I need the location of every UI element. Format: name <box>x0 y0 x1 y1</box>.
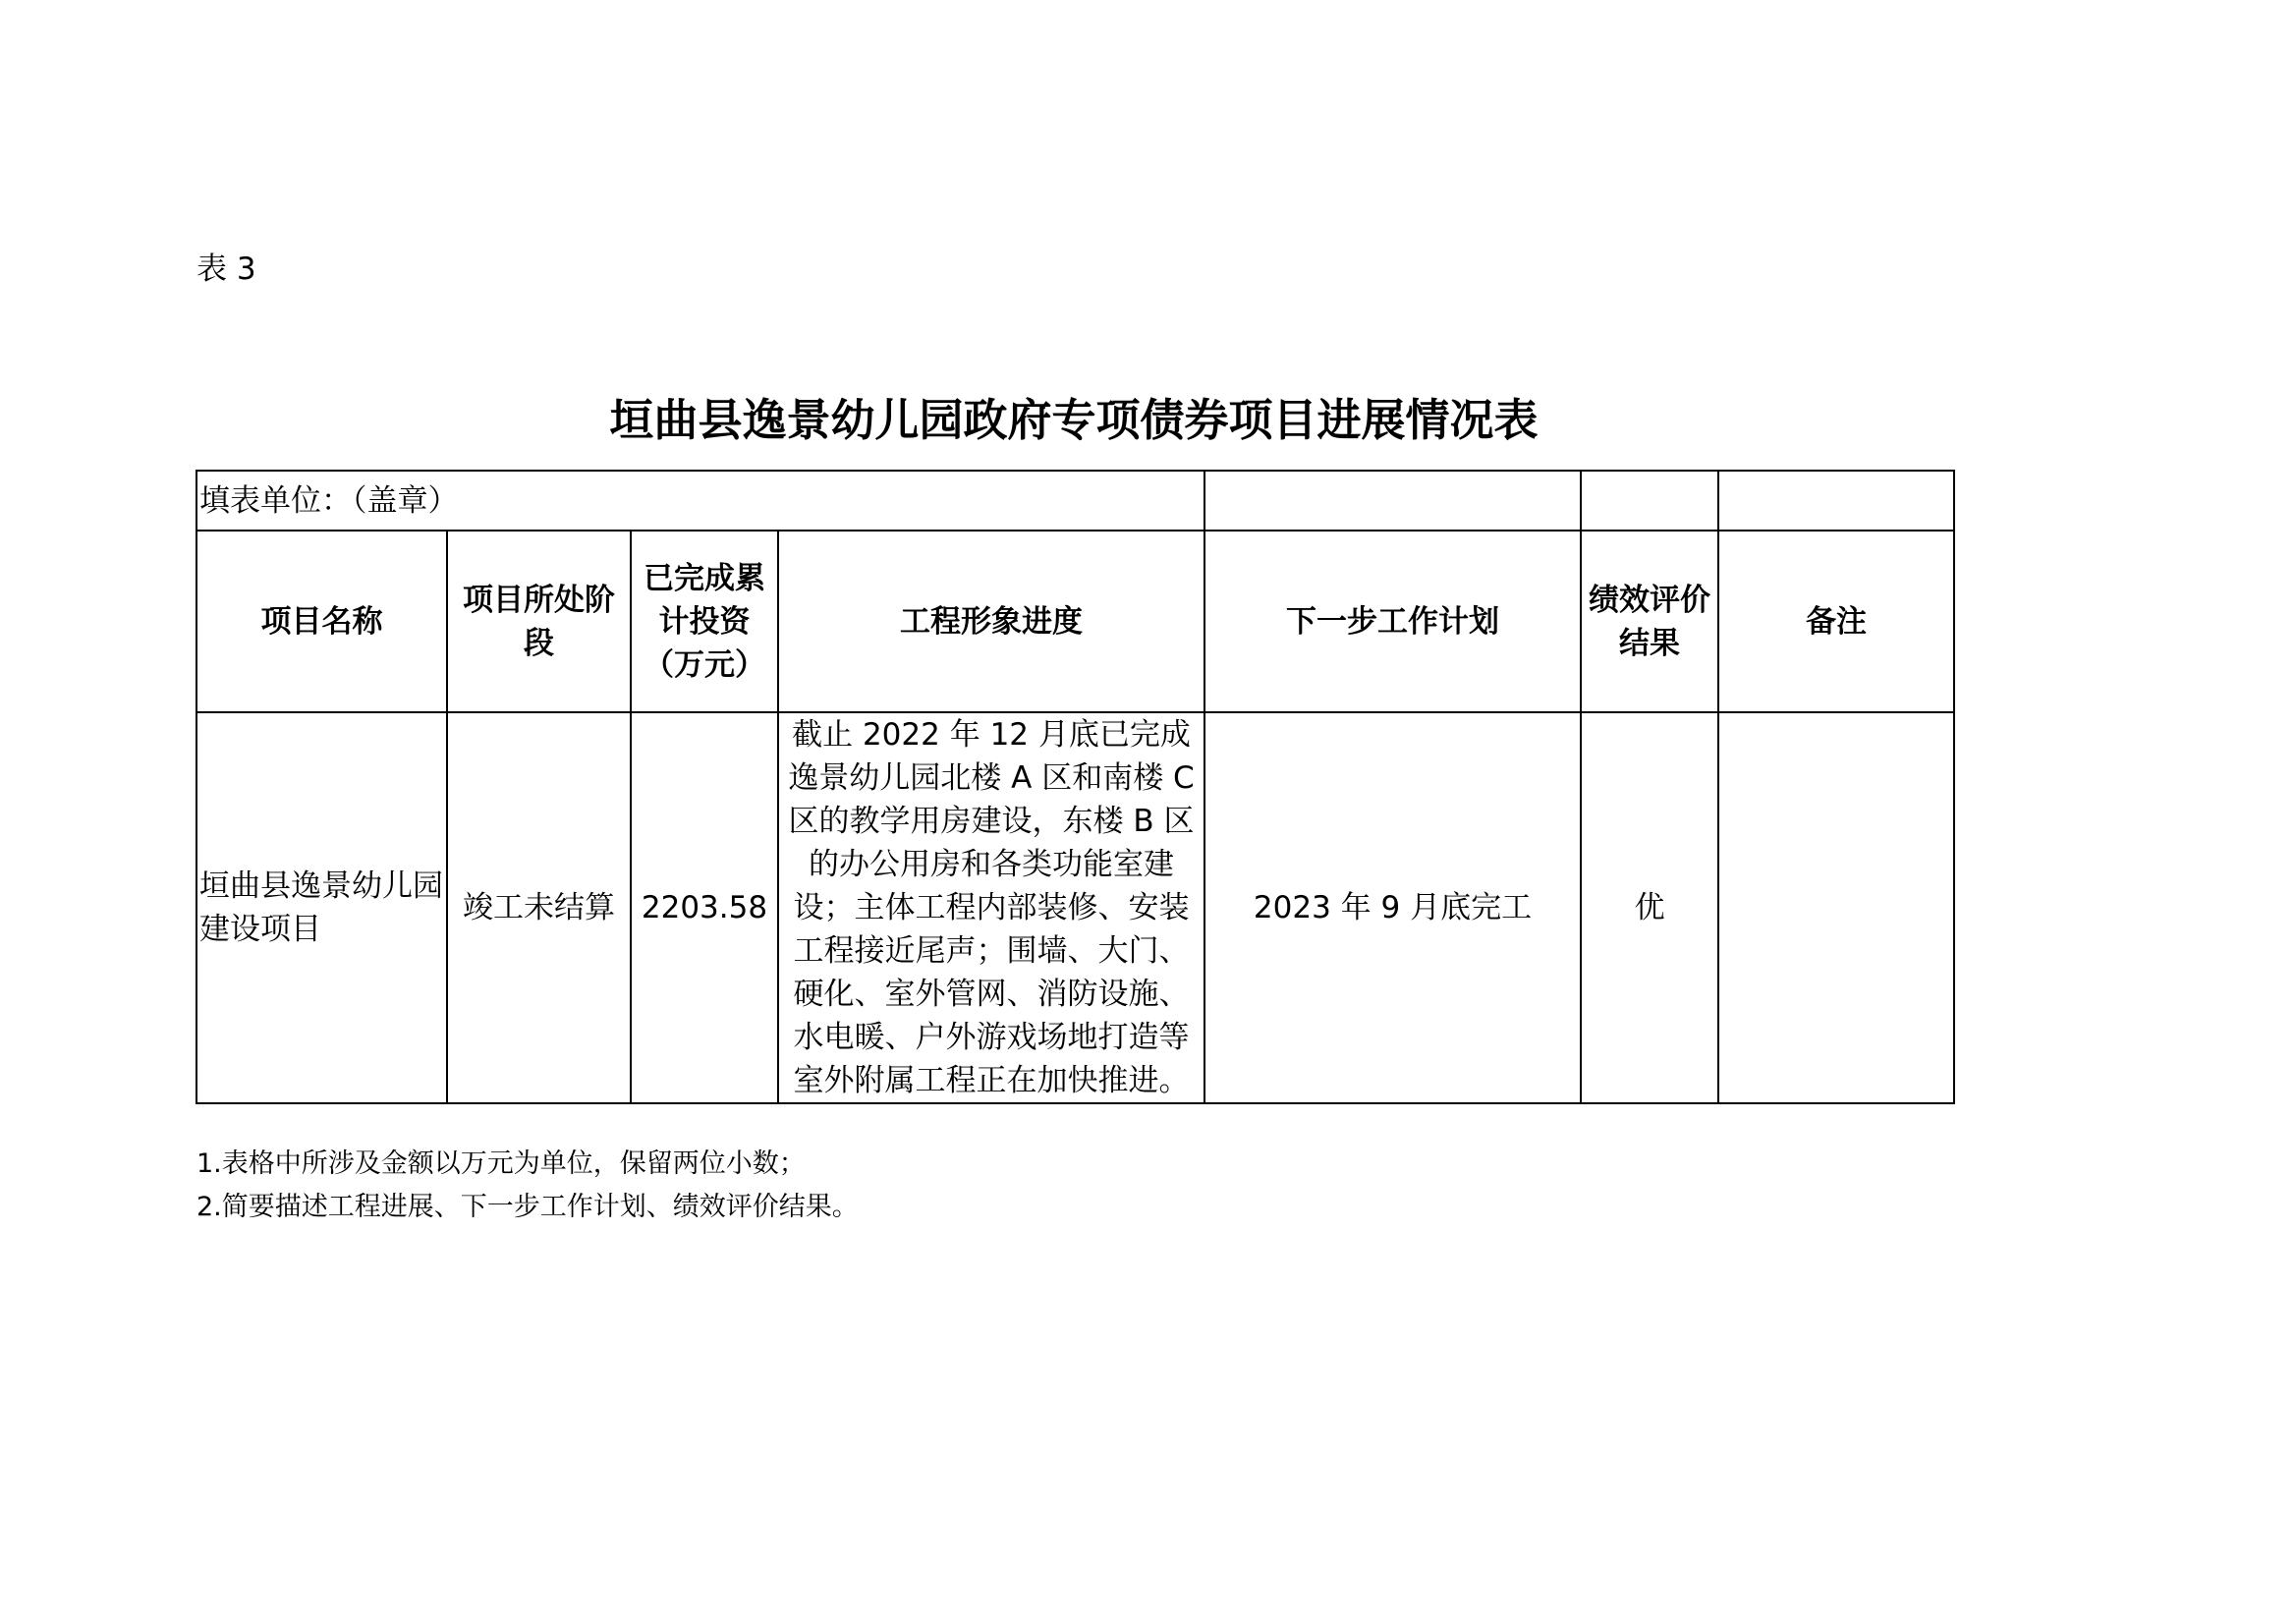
cell-progress: 截止 2022 年 12 月底已完成逸景幼儿园北楼 A 区和南楼 C 区的教学用房建设，东楼 B 区的办公用房和各类功能室建设；主体工程内部装修、安装工程接近尾声；围墙、大门、硬化、室外管网、消防设施、水电暖、户外游戏场地打造等室外附属工程正在加快推进。 <box>778 712 1204 1103</box>
header-remarks: 备注 <box>1718 531 1954 712</box>
header-progress: 工程形象进度 <box>778 531 1204 712</box>
header-row <box>196 531 1954 712</box>
cell-project-name: 垣曲县逸景幼儿园建设项目 <box>196 712 447 1103</box>
footnote-item: 2.简要描述工程进展、下一步工作计划、绩效评价结果。 <box>196 1192 859 1222</box>
empty-cell <box>1718 471 1954 531</box>
fill-unit-label: 填表单位：（盖章） <box>196 471 1204 531</box>
footnote-item: 1.表格中所涉及金额以万元为单位，保留两位小数； <box>196 1148 806 1179</box>
header-stage: 项目所处阶段 <box>447 531 631 712</box>
cell-evaluation: 优 <box>1581 712 1718 1103</box>
header-investment: 已完成累计投资（万元） <box>631 531 778 712</box>
header-evaluation: 绩效评价结果 <box>1581 531 1718 712</box>
empty-cell <box>1581 471 1718 531</box>
fill-unit-row <box>196 471 1954 531</box>
footnotes <box>196 1143 859 1229</box>
cell-investment: 2203.58 <box>631 712 778 1103</box>
empty-cell <box>1204 471 1581 531</box>
cell-next-plan: 2023 年 9 月底完工 <box>1204 712 1581 1103</box>
header-next-plan: 下一步工作计划 <box>1204 531 1581 712</box>
cell-remarks <box>1718 712 1954 1103</box>
header-project-name: 项目名称 <box>196 531 447 712</box>
document-title: 垣曲县逸景幼儿园政府专项债券项目进展情况表 <box>609 394 1539 446</box>
table-number-label: 表 3 <box>196 252 256 287</box>
cell-stage: 竣工未结算 <box>447 712 631 1103</box>
table-row <box>196 712 1954 1103</box>
project-progress-table <box>196 470 1955 1104</box>
